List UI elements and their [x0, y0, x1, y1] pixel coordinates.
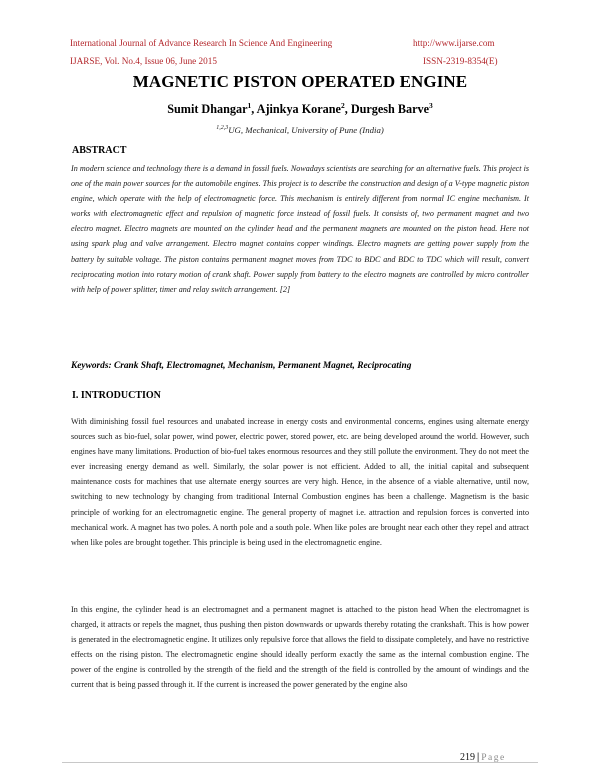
footer-rule: [62, 762, 538, 763]
page-number: 219: [460, 752, 475, 763]
journal-name: International Journal of Advance Research In Science And Engineering: [70, 38, 333, 48]
author-name: Durgesh Barve: [350, 102, 430, 117]
author-separator: ,: [251, 102, 257, 117]
journal-url[interactable]: http://www.ijarse.com: [413, 38, 495, 48]
abstract-text: In modern science and technology there is a demand in fossil fuels. Nowadays scientists are searching for an alternative fuels. This project is one of the main power sources for the automobile engines. This project is to describe the construction and design of a V-type magnetic piston engine, which operate with the help of electromagnetic force. This mechanism is entirely different from normal IC engine mechanism. It works with electromagnetic effect and repulsion of magnetic force instead of fossil fuels. It consists of, two permanent magnet and two electro magnet. Electro magnets are mounted on the cylinder head and the permanent magnets are mounted on the piston head. Here not using spark plug and valve arrangement. Electro magnet contains copper windings. Electro magnets are getting power supply from the battery by suitable voltage. The piston contains permanent magnet moves from TDC to BDC and BDC to TDC which will result, convert reciprocating motion into rotary motion of crank shaft. Power supply from battery to the electro magnets are controlled by micro controller with help of power splitter, timer and relay switch arrangement. [2]: [71, 164, 529, 294]
author-affiliation-mark: 3: [429, 101, 433, 110]
author-affiliation-mark: 1: [247, 101, 252, 110]
affiliation-text: UG, Mechanical, University of Pune (India): [228, 125, 384, 135]
introduction-paragraph-2: In this engine, the cylinder head is an electromagnet and a permanent magnet is attached to the piston head When the electromagnet is charged, it attracts or repels the magnet, thus pushing then piston downwards or upwards thereby rotating the crankshaft. This is how power is generated in the electromagnetic engine. It utilizes only repulsive force that allows the field to dissipate completely, and have no restrictive effects on the rising piston. The electromagnetic engine should ideally perform exactly the same as the internal combustion engine. The power of the engine is controlled by the strength of the field and the strength of the field is controlled by the amount of windings and the current that is being passed through it. If the current is increased the power generated by the engine also: [71, 605, 529, 690]
journal-volume: IJARSE, Vol. No.4, Issue 06, June 2015: [70, 56, 217, 66]
abstract-heading: ABSTRACT: [72, 145, 127, 156]
keywords: Keywords: Crank Shaft, Electromagnet, Mechanism, Permanent Magnet, Reciprocating: [71, 361, 412, 371]
author-name: Sumit Dhangar: [167, 102, 248, 117]
author-list: [0, 101, 600, 117]
introduction-heading: I. INTRODUCTION: [72, 390, 161, 401]
author-affiliation-mark: 2: [340, 101, 345, 110]
author-name: Ajinkya Korane: [256, 102, 341, 117]
affiliation: [0, 125, 600, 135]
page-separator: |: [477, 752, 480, 763]
page-label: Page: [481, 753, 506, 763]
affiliation-marks: 1,2,3: [216, 125, 229, 132]
paper-title: MAGNETIC PISTON OPERATED ENGINE: [132, 72, 468, 91]
journal-issn: ISSN-2319-8354(E): [423, 56, 498, 66]
author-separator: ,: [344, 102, 351, 117]
introduction-paragraph-1: With diminishing fossil fuel resources and unabated increase in energy costs and environmental concerns, engines using alternate energy sources such as bio-fuel, solar power, wind power, electric power, stored power, etc. are being developed around the world. However, such engines have many limitations. Production of bio-fuel takes enormous resources and they still pollute the environment. They do not meet the ever increasing energy demand as well. Similarly, the solar power is not efficient. Added to all, the initial capital and subsequent maintenance costs for machines that use alternate energy sources are very high. Hence, in the absence of a viable alternative, until now, switching to new technology by changing from traditional Internal Combustion engines has been a challenge. Magnetism is the basic principle of working for an electromagnetic engine. The general property of magnet i.e. attraction and repulsion forces is converted into mechanical work. A magnet has two poles. A north pole and a south pole. When like poles are brought near each other they repel and attract when like poles are brought together. This principle is being used in the electromagnetic engine.: [71, 417, 529, 547]
